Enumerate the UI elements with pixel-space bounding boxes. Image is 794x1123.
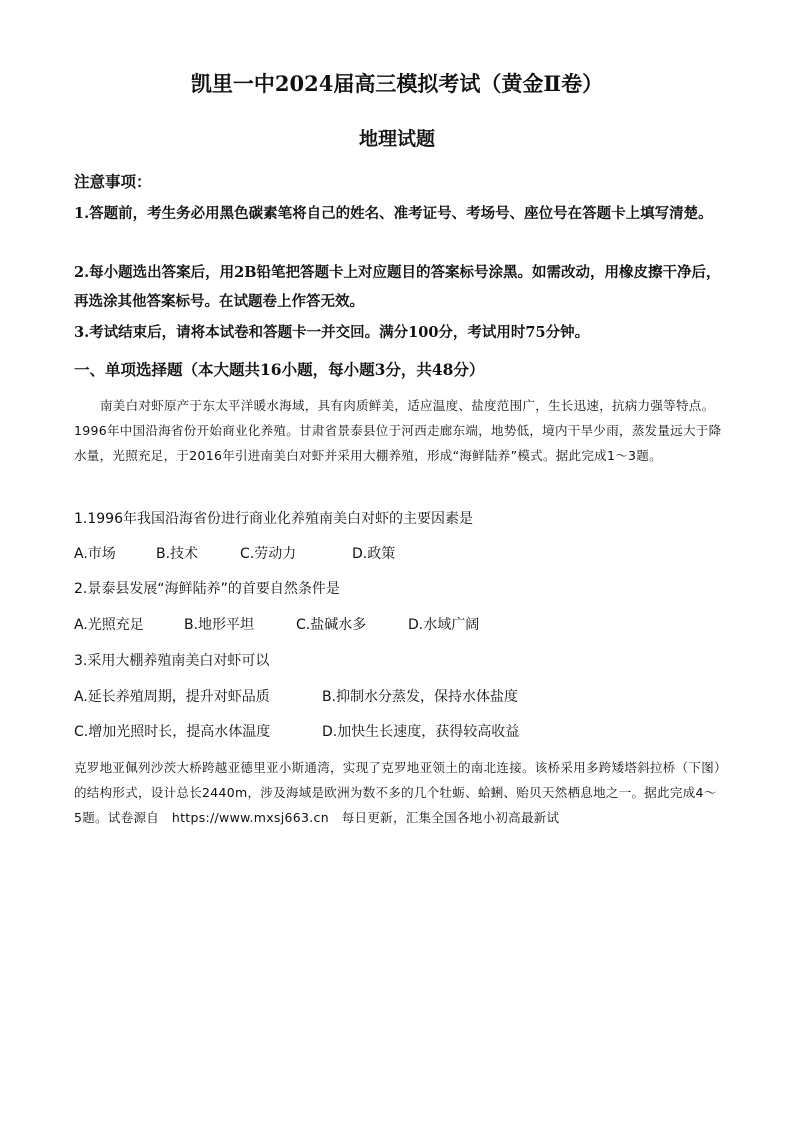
q2-option-a: A.光照充足 bbox=[74, 617, 144, 633]
passage-bridge: 克罗地亚佩列沙茨大桥跨越亚德里亚小斯通湾，实现了克罗地亚领土的南北连接。该桥采用多跨矮塔斜拉桥（下图）的结构形式，设计总长2440m，涉及海域是欧洲为数不多的几个牡蛎、蛤蜊、贻贝天然栖息地之一。据此完成4～5题。试卷源自 https://www.mxsj663.cn 每日更新，汇集全国各地小初高最新试 bbox=[74, 760, 721, 825]
q3-option-d: D.加快生长速度，获得较高收益 bbox=[322, 724, 520, 740]
q2-option-c: C.盐碱水多 bbox=[296, 617, 367, 633]
notice-item-2: 2.每小题选出答案后，用2B铅笔把答题卡上对应题目的答案标号涂黑。如需改动，用橡皮擦干净后，再选涂其他答案标号。在试题卷上作答无效。 bbox=[74, 264, 721, 310]
passage-shrimp: 南美白对虾原产于东太平洋暖水海域，具有肉质鲜美，适应温度、盐度范围广，生长迅速，抗病力强等特点。1996年中国沿海省份开始商业化养殖。甘肃省景泰县位于河西走廊东端，地势低，境内干旱少雨，蒸发量远大于降水量，光照充足，于2016年引进南美白对虾并采用大棚养殖，形成“海鲜陆养”模式。据此完成1～3题。 bbox=[74, 398, 722, 463]
exam-subtitle: 地理试题 bbox=[358, 128, 435, 150]
q1-option-a: A.市场 bbox=[74, 546, 116, 562]
q2-option-b: B.地形平坦 bbox=[184, 617, 255, 633]
notice-item-3: 3.考试结束后，请将本试卷和答题卡一并交回。满分100分，考试用时75分钟。 bbox=[74, 324, 590, 341]
q1-option-b: B.技术 bbox=[156, 546, 199, 562]
q1-option-c: C.劳动力 bbox=[240, 546, 297, 562]
q3-option-a: A.延长养殖周期，提升对虾品质 bbox=[74, 689, 270, 705]
q3-option-c: C.增加光照时长，提高水体温度 bbox=[74, 724, 271, 740]
question-3-stem: 3.采用大棚养殖南美白对虾可以 bbox=[74, 653, 270, 669]
q3-option-b: B.抑制水分蒸发，保持水体盐度 bbox=[322, 689, 519, 705]
question-1-stem: 1.1996年我国沿海省份进行商业化养殖南美白对虾的主要因素是 bbox=[74, 511, 473, 527]
q2-option-d: D.水域广阔 bbox=[408, 617, 480, 633]
notice-item-1: 1.答题前，考生务必用黑色碳素笔将自己的姓名、准考证号、考场号、座位号在答题卡上填写清楚。 bbox=[74, 205, 713, 222]
question-2-stem: 2.景泰县发展“海鲜陆养”的首要自然条件是 bbox=[74, 581, 340, 597]
q1-option-d: D.政策 bbox=[352, 546, 396, 562]
exam-title: 凯里一中2024届高三模拟考试（黄金Ⅱ卷） bbox=[190, 71, 604, 96]
notice-heading: 注意事项： bbox=[74, 172, 152, 191]
section-heading: 一、单项选择题（本大题共16小题，每小题3分，共48分） bbox=[74, 360, 485, 379]
